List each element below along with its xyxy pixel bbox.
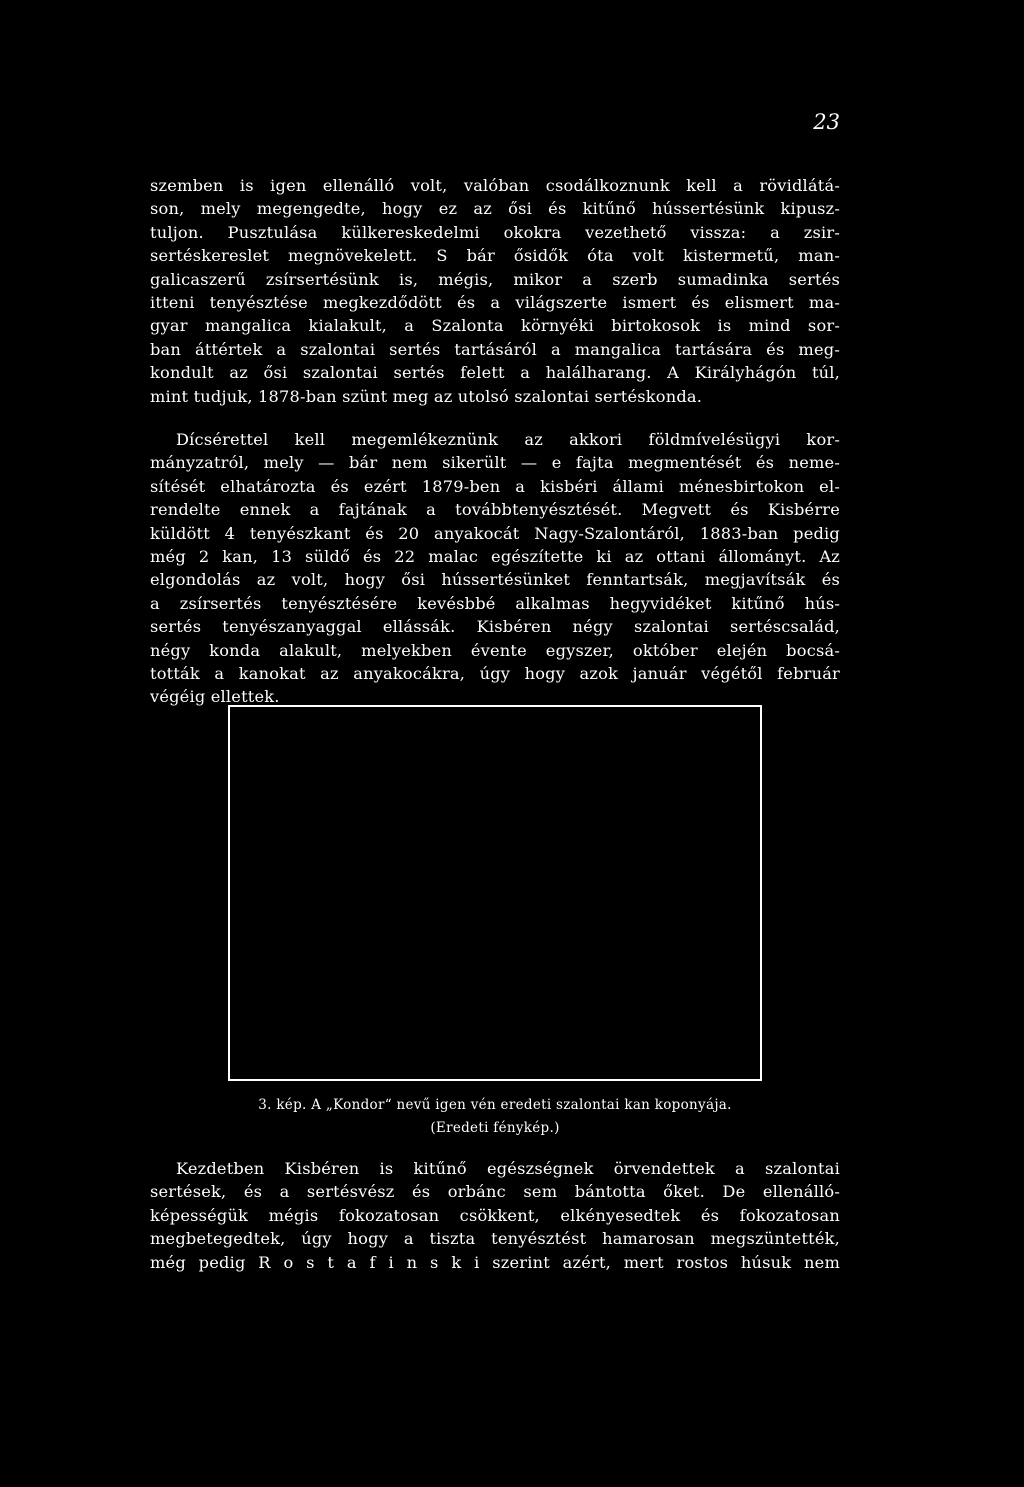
text-line: sertések, és a sertésvész és orbánc sem bántotta őket. De ellenálló-	[150, 1182, 840, 1202]
text-line: rendelte ennek a fajtának a továbbtenyésztését. Megvett és Kisbérre	[150, 500, 840, 520]
body-paragraph-2	[150, 428, 840, 709]
text-line: a zsírsertés tenyésztésére kevésbbé alkalmas hegyvidéket kitűnő hús-	[150, 593, 840, 613]
figure-photo-frame	[228, 705, 762, 1081]
text-line: küldött 4 tenyészkant és 20 anyakocát Nagy-Szalontáról, 1883-ban pedig	[150, 523, 840, 543]
text-line: sítését elhatározta és ezért 1879-ben a kisbéri állami ménesbirtokon el-	[150, 476, 840, 496]
text-line: gyar mangalica kialakult, a Szalonta környéki birtokosok is mind sor-	[150, 316, 840, 336]
text-line: son, mely megengedte, hogy ez az ősi és kitűnő hússertésünk kipusz-	[150, 199, 840, 219]
text-line: még pedig R o s t a f i n s k i szerint azért, mert rostos húsuk nem	[150, 1252, 840, 1272]
body-paragraph-1	[150, 174, 840, 408]
text-line: sertéskereslet megnövekelett. S bár ősidők óta volt kistermetű, man-	[150, 246, 840, 266]
figure-caption-source: (Eredeti fénykép.)	[430, 1120, 560, 1136]
text-line: képességük mégis fokozatosan csökkent, elkényesedtek és fokozatosan	[150, 1205, 840, 1225]
body-paragraph-3	[150, 1157, 840, 1274]
text-line: elgondolás az volt, hogy ősi hússertésünket fenntartsák, megjavítsák és	[150, 570, 840, 590]
text-line: mint tudjuk, 1878-ban szünt meg az utolsó szalontai sertéskonda.	[150, 386, 703, 406]
page-number: 23	[813, 110, 840, 134]
text-line: megbetegedtek, úgy hogy a tiszta tenyésztést hamarosan megszüntették,	[150, 1229, 840, 1249]
text-line: Kezdetben Kisbéren is kitűnő egészségnek örvendettek a szalontai	[176, 1159, 840, 1178]
text-line: Dícsérettel kell megemlékeznünk az akkori földmívelésügyi kor-	[176, 430, 840, 449]
text-line: négy konda alakult, melyekben évente egyszer, október elején bocsá-	[150, 640, 840, 660]
figure-photo	[238, 715, 756, 1075]
text-line: mányzatról, mely — bár nem sikerült — e fajta megmentését és neme-	[150, 453, 840, 473]
text-line: végéig ellettek.	[150, 687, 280, 707]
text-line: még 2 kan, 13 süldő és 22 malac egészítette ki az ottani állományt. Az	[150, 547, 840, 567]
figure-caption: 3. kép. A „Kondor“ nevű igen vén eredeti szalontai kan koponyája.	[258, 1097, 732, 1113]
text-line: sertés tenyészanyaggal ellássák. Kisbéren négy szalontai sertéscsalád,	[150, 617, 840, 637]
text-line: kondult az ősi szalontai sertés felett a halálharang. A Királyhágón túl,	[150, 363, 840, 383]
text-line: itteni tenyésztése megkezdődött és a világszerte ismert és elismert ma-	[150, 293, 840, 313]
text-line: tuljon. Pusztulása külkereskedelmi okokra vezethető vissza: a zsir-	[150, 222, 840, 242]
text-line: szemben is igen ellenálló volt, valóban csodálkoznunk kell a rövidlátá-	[150, 176, 840, 195]
text-line: galicaszerű zsírsertésünk is, mégis, mikor a szerb sumadinka sertés	[150, 269, 840, 289]
text-line: tották a kanokat az anyakocákra, úgy hogy azok január végétől február	[150, 664, 840, 684]
text-line: ban áttértek a szalontai sertés tartásáról a mangalica tartására és meg-	[150, 339, 840, 359]
